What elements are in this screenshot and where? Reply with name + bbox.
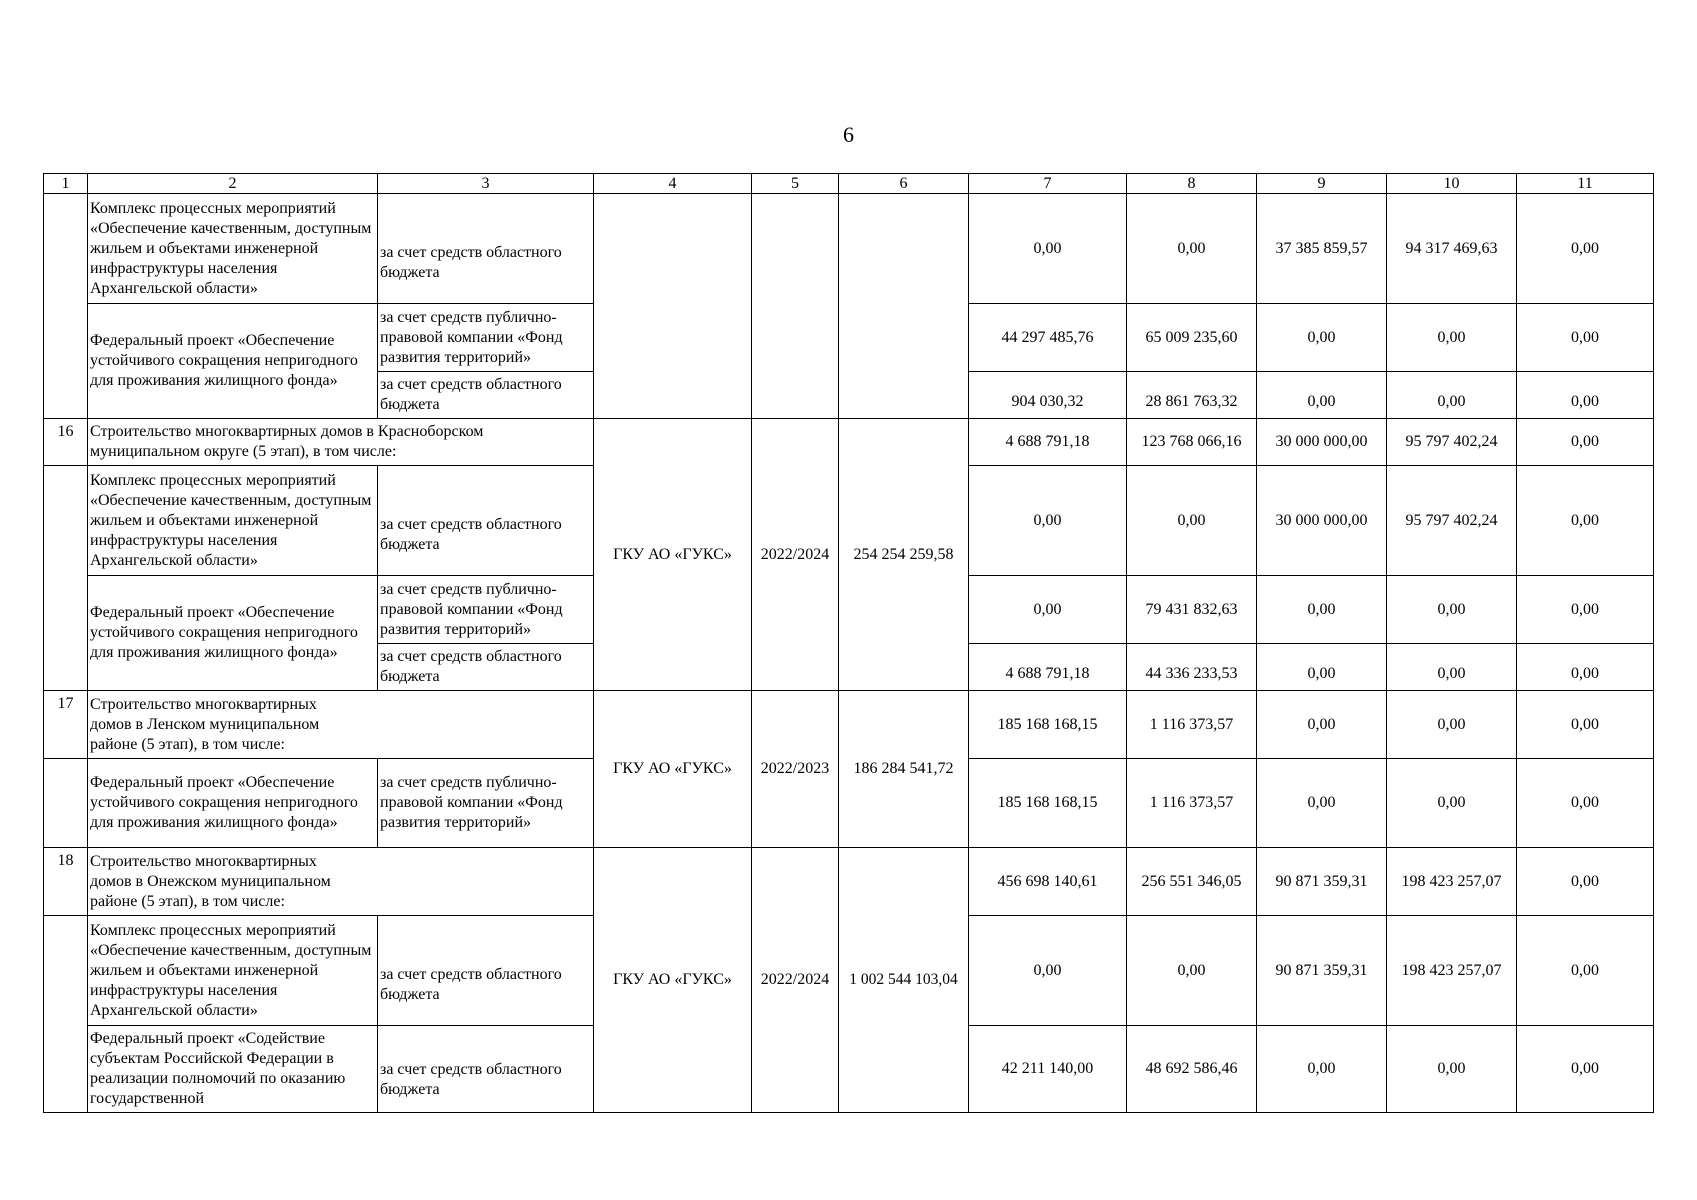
value-cell: 0,00 xyxy=(1127,466,1257,576)
total-cost-cell xyxy=(839,194,969,419)
column-header: 2 xyxy=(88,174,378,194)
value-cell: 256 551 346,05 xyxy=(1127,848,1257,916)
executor: ГКУ АО «ГУКС» xyxy=(594,691,752,848)
value-cell: 95 797 402,24 xyxy=(1387,419,1517,466)
value-cell: 0,00 xyxy=(1517,576,1654,644)
item-number: 18 xyxy=(44,848,88,916)
value-cell: 1 116 373,57 xyxy=(1127,759,1257,848)
value-cell: 0,00 xyxy=(1257,644,1387,691)
value-cell: 0,00 xyxy=(1127,194,1257,304)
value-cell: 94 317 469,63 xyxy=(1387,194,1517,304)
value-cell: 0,00 xyxy=(1517,691,1654,759)
value-cell: 0,00 xyxy=(1517,194,1654,304)
funding-source: за счет средств областного бюджета xyxy=(378,916,594,1026)
funding-source: за счет средств областного бюджета xyxy=(378,644,594,691)
period-cell xyxy=(752,194,839,419)
item-title: Строительство многоквартирных домов в Красноборском муниципальном округе (5 этап), в том числе: xyxy=(88,419,594,466)
total-cost: 254 254 259,58 xyxy=(839,419,969,691)
value-cell: 0,00 xyxy=(1387,576,1517,644)
subitem-name: Федеральный проект «Обеспечение устойчивого сокращения непригодного для проживания жилищного фонда» xyxy=(88,576,378,691)
value-cell: 90 871 359,31 xyxy=(1257,916,1387,1026)
value-cell: 65 009 235,60 xyxy=(1127,304,1257,372)
column-header: 7 xyxy=(969,174,1127,194)
value-cell: 0,00 xyxy=(1517,419,1654,466)
item-title: Строительство многоквартирных домов в Ленском муниципальном районе (5 этап), в том числе: xyxy=(88,691,594,759)
value-cell: 456 698 140,61 xyxy=(969,848,1127,916)
item-number-cell xyxy=(44,916,88,1113)
funding-source: за счет средств публично-правовой компании «Фонд развития территорий» xyxy=(378,304,594,372)
executor-cell xyxy=(594,194,752,419)
value-cell: 0,00 xyxy=(1257,304,1387,372)
column-header: 8 xyxy=(1127,174,1257,194)
value-cell: 0,00 xyxy=(1517,759,1654,848)
subitem-name: Федеральный проект «Содействие субъектам Российской Федерации в реализации полномочий по оказанию государственной xyxy=(88,1026,378,1113)
value-cell: 0,00 xyxy=(969,194,1127,304)
value-cell: 904 030,32 xyxy=(969,372,1127,419)
value-cell: 95 797 402,24 xyxy=(1387,466,1517,576)
funding-source: за счет средств областного бюджета xyxy=(378,372,594,419)
value-cell: 1 116 373,57 xyxy=(1127,691,1257,759)
column-header: 9 xyxy=(1257,174,1387,194)
column-header: 1 xyxy=(44,174,88,194)
item-number: 16 xyxy=(44,419,88,466)
value-cell: 123 768 066,16 xyxy=(1127,419,1257,466)
value-cell: 0,00 xyxy=(1517,644,1654,691)
value-cell: 198 423 257,07 xyxy=(1387,916,1517,1026)
period: 2022/2024 xyxy=(752,419,839,691)
table-row xyxy=(44,194,1654,304)
column-header: 11 xyxy=(1517,174,1654,194)
value-cell: 0,00 xyxy=(1387,304,1517,372)
value-cell: 0,00 xyxy=(1257,759,1387,848)
value-cell: 0,00 xyxy=(1517,916,1654,1026)
value-cell: 0,00 xyxy=(1127,916,1257,1026)
total-cost: 1 002 544 103,04 xyxy=(839,848,969,1113)
value-cell: 0,00 xyxy=(1387,1026,1517,1113)
value-cell: 0,00 xyxy=(1387,644,1517,691)
value-cell: 198 423 257,07 xyxy=(1387,848,1517,916)
value-cell: 0,00 xyxy=(1387,372,1517,419)
value-cell: 0,00 xyxy=(1517,466,1654,576)
value-cell: 30 000 000,00 xyxy=(1257,419,1387,466)
value-cell: 37 385 859,57 xyxy=(1257,194,1387,304)
item-number-cell xyxy=(44,759,88,848)
total-cost: 186 284 541,72 xyxy=(839,691,969,848)
funding-source: за счет средств областного бюджета xyxy=(378,466,594,576)
column-header: 10 xyxy=(1387,174,1517,194)
value-cell: 79 431 832,63 xyxy=(1127,576,1257,644)
funding-source: за счет средств публично-правовой компании «Фонд развития территорий» xyxy=(378,759,594,848)
subitem-name: Комплекс процессных мероприятий «Обеспечение качественным, доступным жильем и объектами инженерной инфраструктуры населения Архангельской области» xyxy=(88,466,378,576)
item-number-cell xyxy=(44,466,88,691)
value-cell: 0,00 xyxy=(1257,576,1387,644)
subitem-name: Комплекс процессных мероприятий «Обеспечение качественным, доступным жильем и объектами инженерной инфраструктуры населения Архангельской области» xyxy=(88,194,378,304)
value-cell: 30 000 000,00 xyxy=(1257,466,1387,576)
value-cell: 44 336 233,53 xyxy=(1127,644,1257,691)
header-row xyxy=(44,174,1654,194)
value-cell: 0,00 xyxy=(1517,372,1654,419)
value-cell: 0,00 xyxy=(1387,691,1517,759)
funding-source: за счет средств публично-правовой компании «Фонд развития территорий» xyxy=(378,576,594,644)
value-cell: 4 688 791,18 xyxy=(969,419,1127,466)
value-cell: 4 688 791,18 xyxy=(969,644,1127,691)
value-cell: 44 297 485,76 xyxy=(969,304,1127,372)
value-cell: 42 211 140,00 xyxy=(969,1026,1127,1113)
value-cell: 0,00 xyxy=(1517,848,1654,916)
value-cell: 28 861 763,32 xyxy=(1127,372,1257,419)
budget-table xyxy=(43,173,1654,1113)
value-cell: 0,00 xyxy=(1517,304,1654,372)
table-row xyxy=(44,419,1654,466)
value-cell: 0,00 xyxy=(1517,1026,1654,1113)
item-title: Строительство многоквартирных домов в Онежском муниципальном районе (5 этап), в том числе: xyxy=(88,848,594,916)
value-cell: 0,00 xyxy=(1257,372,1387,419)
subitem-name: Федеральный проект «Обеспечение устойчивого сокращения непригодного для проживания жилищного фонда» xyxy=(88,759,378,848)
column-header: 3 xyxy=(378,174,594,194)
funding-source: за счет средств областного бюджета xyxy=(378,194,594,304)
value-cell: 90 871 359,31 xyxy=(1257,848,1387,916)
value-cell: 185 168 168,15 xyxy=(969,759,1127,848)
table-row xyxy=(44,691,1654,759)
value-cell: 185 168 168,15 xyxy=(969,691,1127,759)
table-row xyxy=(44,848,1654,916)
period: 2022/2024 xyxy=(752,848,839,1113)
value-cell: 0,00 xyxy=(1387,759,1517,848)
executor: ГКУ АО «ГУКС» xyxy=(594,419,752,691)
value-cell: 0,00 xyxy=(969,576,1127,644)
item-number-cell xyxy=(44,194,88,419)
column-header: 4 xyxy=(594,174,752,194)
value-cell: 48 692 586,46 xyxy=(1127,1026,1257,1113)
period: 2022/2023 xyxy=(752,691,839,848)
subitem-name: Комплекс процессных мероприятий «Обеспечение качественным, доступным жильем и объектами инженерной инфраструктуры населения Архангельской области» xyxy=(88,916,378,1026)
value-cell: 0,00 xyxy=(1257,1026,1387,1113)
item-number: 17 xyxy=(44,691,88,759)
column-header: 5 xyxy=(752,174,839,194)
executor: ГКУ АО «ГУКС» xyxy=(594,848,752,1113)
value-cell: 0,00 xyxy=(1257,691,1387,759)
funding-source: за счет средств областного бюджета xyxy=(378,1026,594,1113)
column-header: 6 xyxy=(839,174,969,194)
page-number: 6 xyxy=(843,122,854,147)
subitem-name: Федеральный проект «Обеспечение устойчивого сокращения непригодного для проживания жилищного фонда» xyxy=(88,304,378,419)
value-cell: 0,00 xyxy=(969,466,1127,576)
value-cell: 0,00 xyxy=(969,916,1127,1026)
